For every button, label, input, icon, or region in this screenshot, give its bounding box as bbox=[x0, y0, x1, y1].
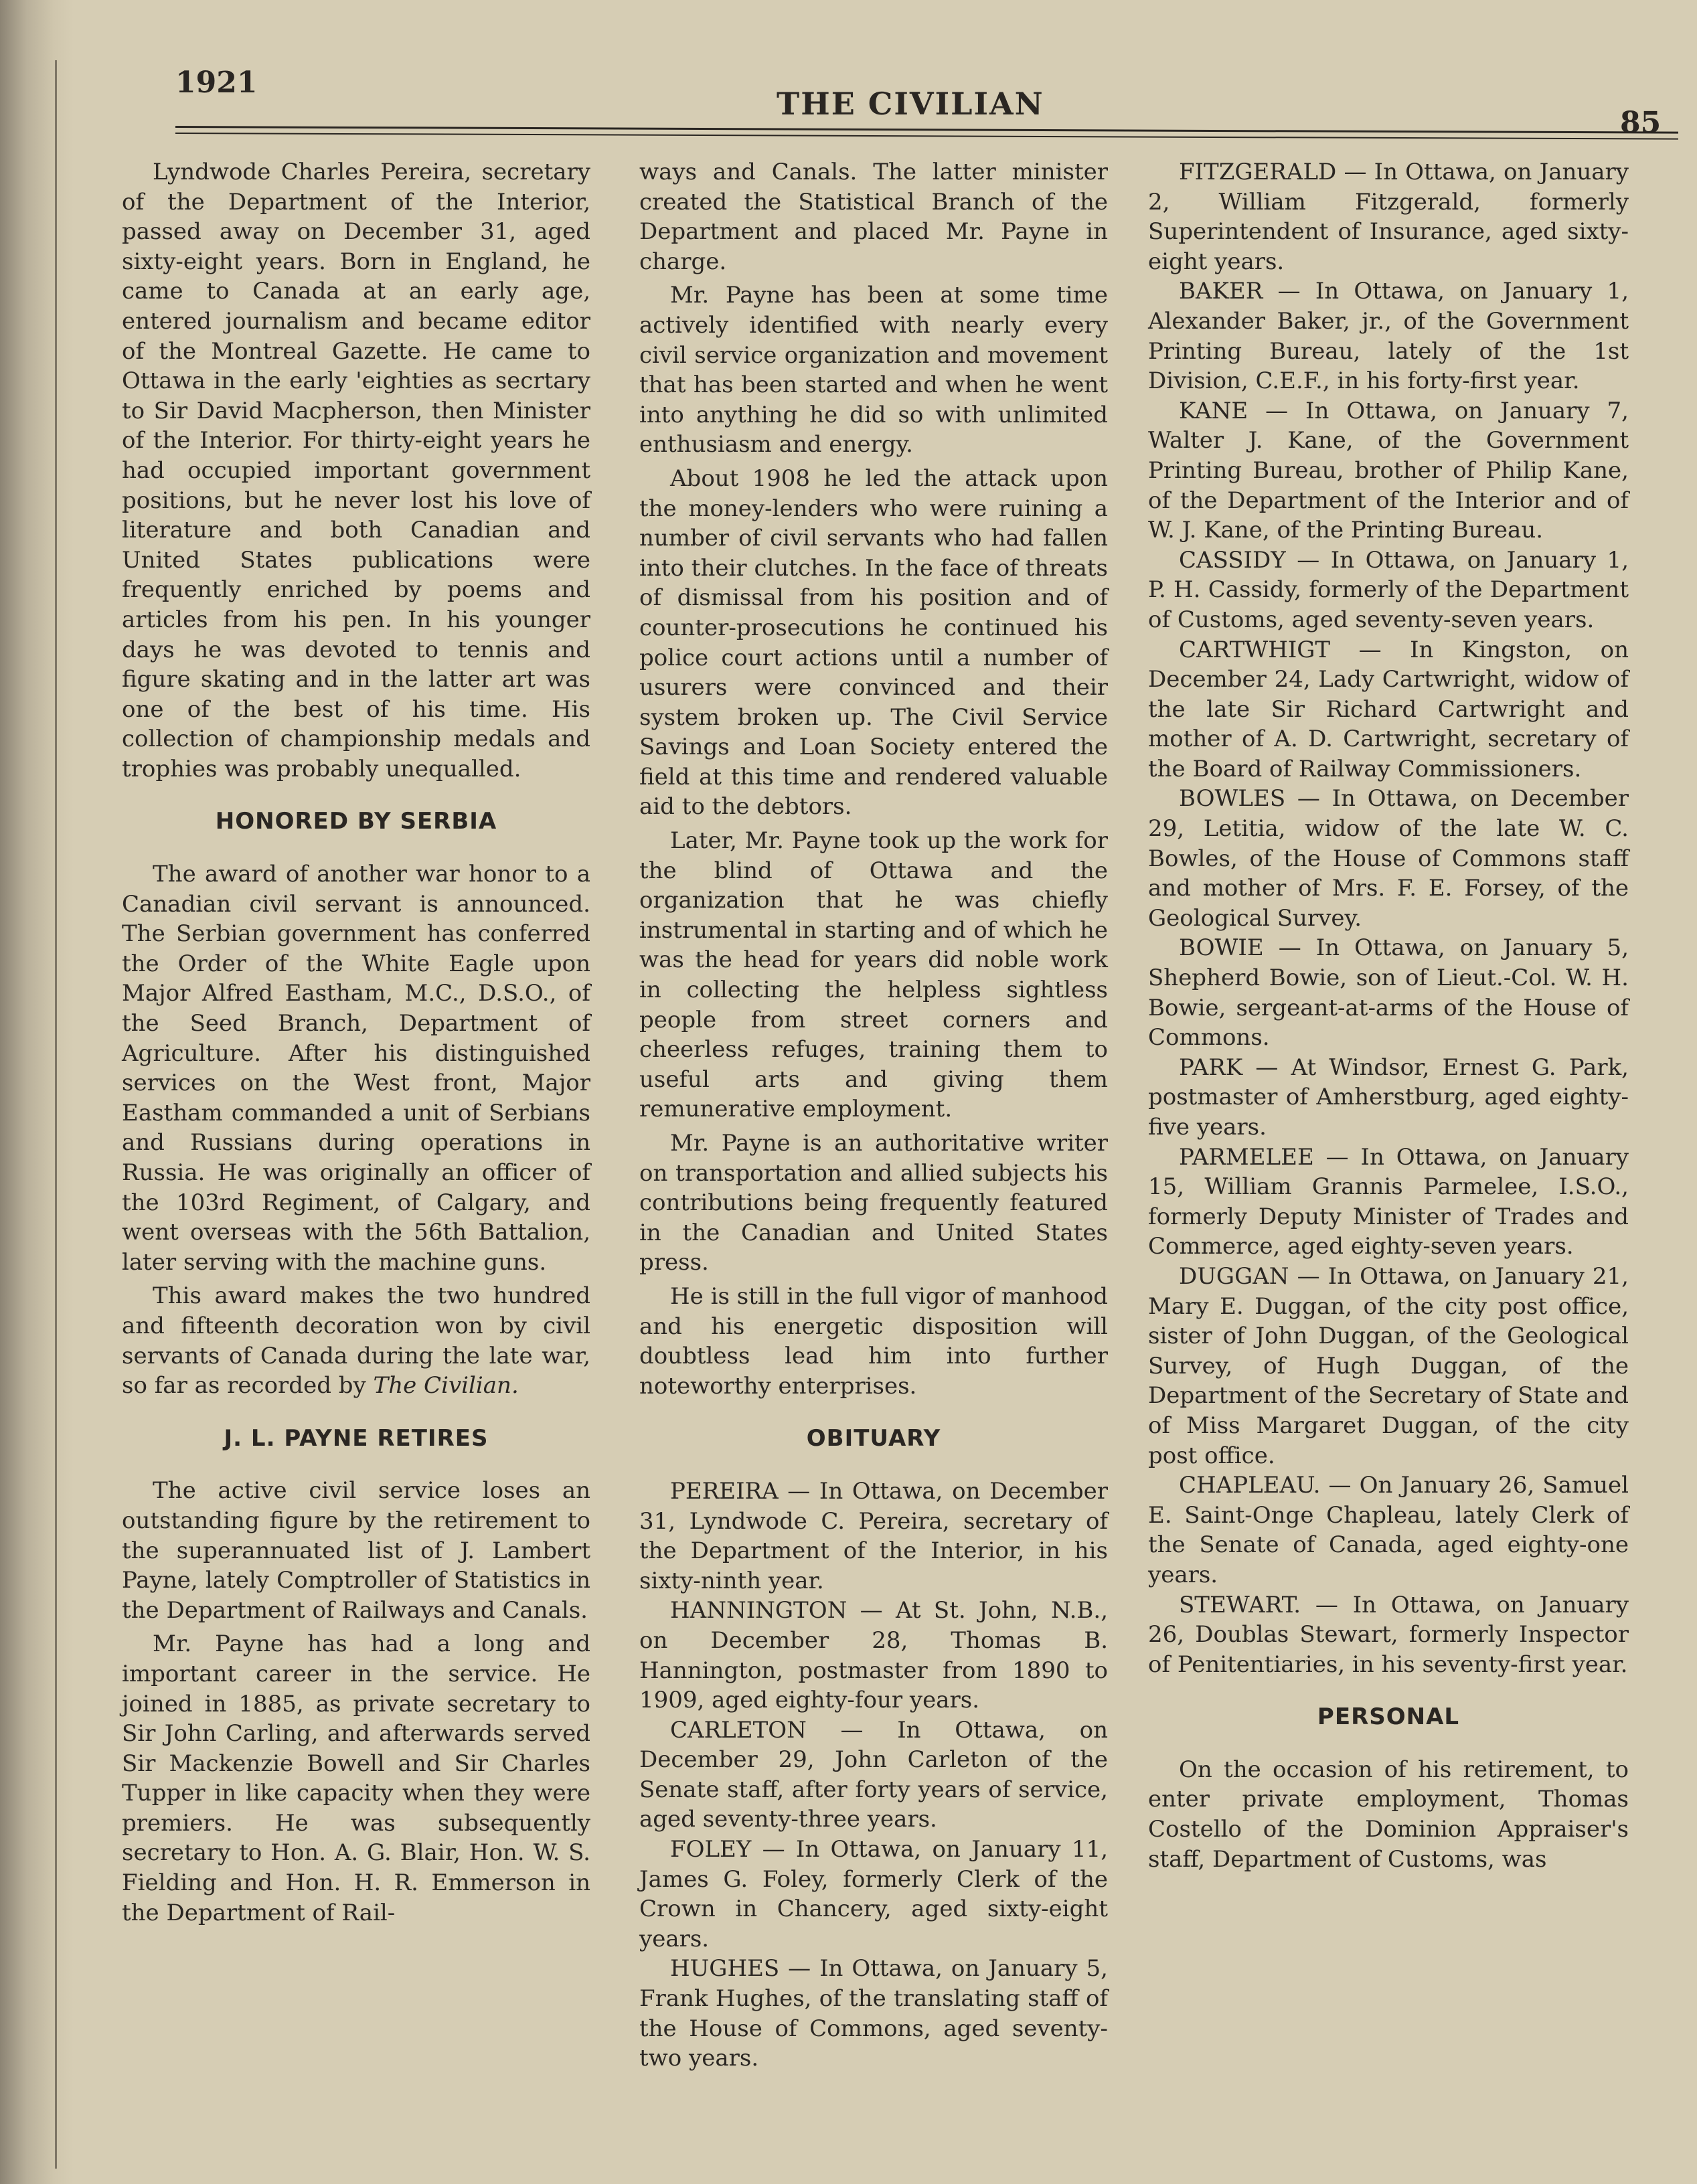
header-rule-thin bbox=[175, 133, 1678, 140]
payne-paragraph-6: Mr. Payne is an authoritative writer on transportation and allied subjects his contributions being frequently featured in the Canadian and United States press. bbox=[639, 1130, 1108, 1276]
obituary-entry: CASSIDY — In Ottawa, on January 1, P. H. Cassidy, formerly of the Department of Customs, aged seventy-seven years. bbox=[1148, 546, 1629, 633]
payne-paragraph-7: He is still in the full vigor of manhood and his energetic disposition will doubtless lead him into further noteworthy enterprises. bbox=[639, 1282, 1108, 1400]
obituary-entry: BAKER — In Ottawa, on January 1, Alexander Baker, jr., of the Government Printing Bureau, lately of the 1st Division, C.E.F., in his forty-first year. bbox=[1148, 278, 1629, 395]
obituary-entry: CARLETON — In Ottawa, on December 29, John Carleton of the Senate staff, after forty years of service, aged seventy-three years. bbox=[639, 1716, 1108, 1833]
section-heading-personal: PERSONAL bbox=[1317, 1703, 1460, 1731]
header-rule-thick bbox=[175, 126, 1678, 134]
serbia-paragraph-2-publication: The Civilian. bbox=[373, 1372, 519, 1400]
serbia-paragraph-2 bbox=[122, 1281, 590, 1400]
personal-paragraph-1: On the occasion of his retirement, to enter private employment, Thomas Costello of the Dominion Appraiser's staff, Department of Customs, was bbox=[1148, 1756, 1629, 1873]
binding-edge-line bbox=[55, 60, 57, 2169]
section-heading-honored-by-serbia: HONORED BY SERBIA bbox=[215, 808, 497, 835]
serbia-paragraph-2-text: This award makes the two hundred and fifteenth decoration won by civil servants of Canada during the late war, so far as recorded by bbox=[122, 1282, 590, 1400]
obituary-entry: CARTWHIGT — In Kingston, on December 24, Lady Cartwright, widow of the late Sir Richard Cartwright and mother of A. D. Cartwright, secretary of the Board of Railway Commissioners. bbox=[1148, 636, 1629, 782]
obituary-entry: CHAPLEAU. — On January 26, Samuel E. Saint-Onge Chapleau, lately Clerk of the Senate of Canada, aged eighty-one years. bbox=[1148, 1472, 1629, 1588]
obituary-entry: BOWIE — In Ottawa, on January 5, Shepherd Bowie, son of Lieut.-Col. W. H. Bowie, sergeant-at-arms of the House of Commons. bbox=[1148, 934, 1629, 1052]
pereira-intro-paragraph: Lyndwode Charles Pereira, secretary of the Department of the Interior, passed away on December 31, aged sixty-eight years. Born in England, he came to Canada at an early age, entered journalism and became editor of the Montreal Gazette. He came to Ottawa in the early 'eighties as secrtary to Sir David Macpherson, then Minister of the Interior. For thirty-eight years he had occupied important government positions, but he never lost his love of literature and both Canadian and United States publications were frequently enriched by poems and articles from his pen. In his younger days he was devoted to tennis and figure skating and in the latter art was one of the best of his time. His collection of championship medals and trophies was probably unequalled. bbox=[122, 159, 590, 782]
page-number: 85 bbox=[1620, 106, 1662, 140]
obituary-entry: DUGGAN — In Ottawa, on January 21, Mary E. Duggan, of the city post office, sister of John Duggan, of the Geological Survey, of Hugh Duggan, of the Department of the Secretary of State and of Miss Margaret Duggan, of the city post office. bbox=[1148, 1262, 1629, 1469]
payne-paragraph-3: Mr. Payne has been at some time actively identified with nearly every civil service organization and movement that has been started and when he went into anything he did so with unlimited enthusiasm and energy. bbox=[639, 282, 1108, 458]
header-year: 1921 bbox=[175, 66, 258, 100]
obituary-entry: PEREIRA — In Ottawa, on December 31, Lyndwode C. Pereira, secretary of the Department of the Interior, in his sixty-ninth year. bbox=[639, 1477, 1108, 1594]
payne-paragraph-2: Mr. Payne has had a long and important career in the service. He joined in 1885, as private secretary to Sir John Carling, and afterwards served Sir Mackenzie Bowell and Sir Charles Tupper in like capacity when they were premiers. He was subsequently secretary to Hon. A. G. Blair, Hon. W. S. Fielding and Hon. H. R. Emmerson in the Department of Rail- bbox=[122, 1630, 590, 1926]
payne-paragraph-2-continued: ways and Canals. The latter minister created the Statistical Branch of the Department and placed Mr. Payne in charge. bbox=[639, 159, 1108, 275]
obituary-entry: KANE — In Ottawa, on January 7, Walter J. Kane, of the Government Printing Bureau, brother of Philip Kane, of the Department of the Interior and of W. J. Kane, of the Printing Bureau. bbox=[1148, 397, 1629, 544]
payne-paragraph-5: Later, Mr. Payne took up the work for the blind of Ottawa and the organization that he was chiefly instrumental in starting and of which he was the head for years did noble work in collecting the helpless sightless people from street corners and cheerless refuges, training them to useful arts and giving them remunerative employment. bbox=[639, 827, 1108, 1123]
obituary-entry: STEWART. — In Ottawa, on January 26, Doublas Stewart, formerly Inspector of Penitentiaries, in his seventy-first year. bbox=[1148, 1591, 1629, 1678]
section-heading-payne-retires: J. L. PAYNE RETIRES bbox=[224, 1424, 489, 1452]
obituary-entry: FITZGERALD — In Ottawa, on January 2, William Fitzgerald, formerly Superintendent of Insurance, aged sixty-eight years. bbox=[1148, 159, 1629, 275]
obituary-entry: HANNINGTON — At St. John, N.B., on December 28, Thomas B. Hannington, postmaster from 1890 to 1909, aged eighty-four years. bbox=[639, 1597, 1108, 1714]
header-title: THE CIVILIAN bbox=[777, 86, 1044, 122]
payne-paragraph-1: The active civil service loses an outstanding figure by the retirement to the superannuated list of J. Lambert Payne, lately Comptroller of Statistics in the Department of Railways and Canals. bbox=[122, 1477, 590, 1624]
obituary-entry: PARMELEE — In Ottawa, on January 15, William Grannis Parmelee, I.S.O., formerly Deputy Minister of Trades and Commerce, aged eighty-seven years. bbox=[1148, 1143, 1629, 1260]
payne-paragraph-4: About 1908 he led the attack upon the money-lenders who were ruining a number of civil servants who had fallen into their clutches. In the face of threats of dismissal from his position and of counter-prosecutions he continued his police court actions until a number of usurers were convinced and their system broken up. The Civil Service Savings and Loan Society entered the field at this time and rendered valuable aid to the debtors. bbox=[639, 465, 1108, 821]
serbia-paragraph-1: The award of another war honor to a Canadian civil servant is announced. The Serbian government has conferred the Order of the White Eagle upon Major Alfred Eastham, M.C., D.S.O., of the Seed Branch, Department of Agriculture. After his distinguished services on the West front, Major Eastham commanded a unit of Serbians and Russians during operations in Russia. He was originally an officer of the 103rd Regiment, of Calgary, and went overseas with the 56th Battalion, later serving with the machine guns. bbox=[122, 861, 590, 1276]
obituary-entry: FOLEY — In Ottawa, on January 11, James G. Foley, formerly Clerk of the Crown in Chancery, aged sixty-eight years. bbox=[639, 1836, 1108, 1952]
newspaper-page bbox=[114, 54, 1680, 2162]
obituary-entry: HUGHES — In Ottawa, on January 5, Frank Hughes, of the translating staff of the House of Commons, aged seventy-two years. bbox=[639, 1955, 1108, 2072]
book-spine-shadow bbox=[0, 0, 74, 2184]
obituary-entry: PARK — At Windsor, Ernest G. Park, postmaster of Amherstburg, aged eighty-five years. bbox=[1148, 1054, 1629, 1141]
section-heading-obituary: OBITUARY bbox=[806, 1425, 941, 1452]
column-3 bbox=[1148, 157, 1629, 1878]
column-1 bbox=[122, 157, 590, 1932]
obituary-entry: BOWLES — In Ottawa, on December 29, Letitia, widow of the late W. C. Bowles, of the House of Commons staff and mother of Mrs. F. E. Forsey, of the Geological Survey. bbox=[1148, 785, 1629, 932]
column-2 bbox=[639, 157, 1108, 2074]
